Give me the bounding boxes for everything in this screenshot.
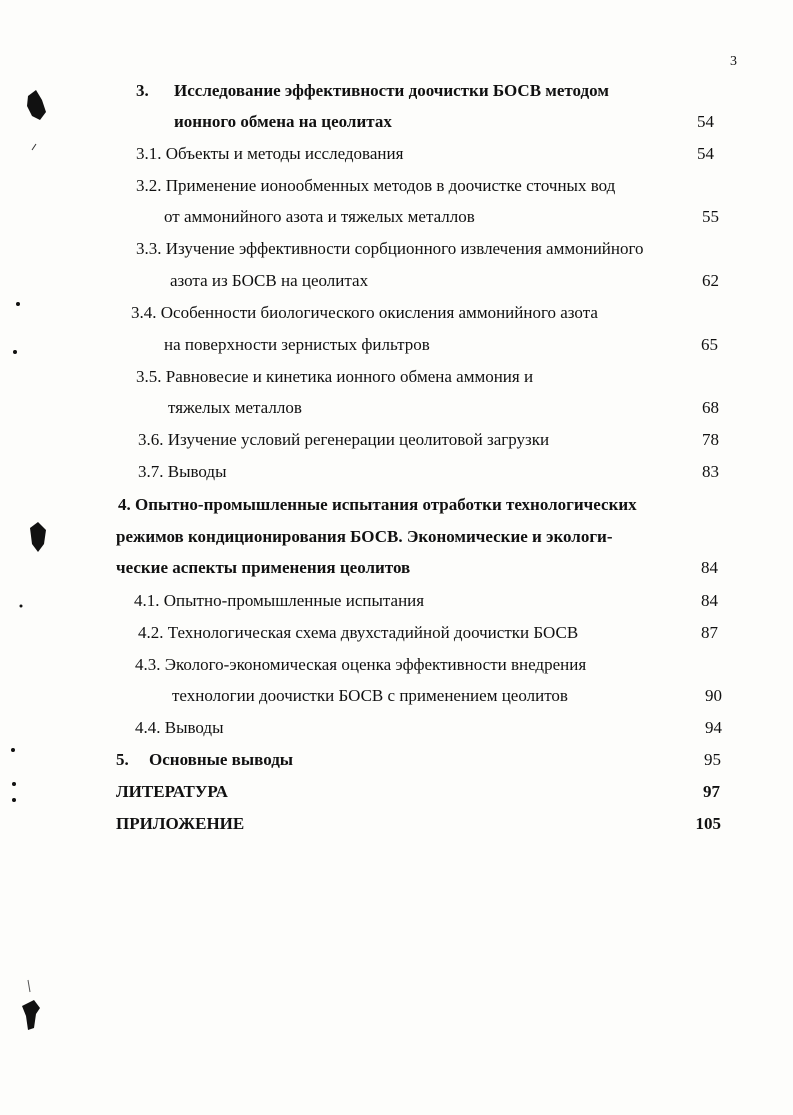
- toc-s37-page: 83: [702, 462, 719, 481]
- speck-dot-5: [12, 782, 16, 786]
- toc-s41: 4.1. Опытно-промышленные испытания: [134, 591, 425, 610]
- toc-s4-line3: ческие аспекты применения цеолитов: [116, 558, 411, 577]
- speck-dot-4: [11, 748, 15, 752]
- toc-s34-line2: на поверхности зернистых фильтров: [164, 335, 430, 354]
- toc-s37: 3.7. Выводы: [138, 462, 227, 481]
- speck-dot-3: [20, 605, 23, 608]
- toc-s3-page: 54: [697, 112, 714, 131]
- toc-s36: 3.6. Изучение условий регенерации цеолитовой загрузки: [138, 430, 550, 449]
- toc-s4-line2: режимов кондиционирования БОСВ. Экономические и экологи-: [116, 527, 613, 546]
- speck-mark-2: [28, 980, 30, 992]
- toc-s32-line1: 3.2. Применение ионообменных методов в доочистке сточных вод: [136, 176, 616, 195]
- toc-s32-line2: от аммонийного азота и тяжелых металлов: [164, 207, 475, 226]
- toc-s33-page: 62: [702, 271, 719, 290]
- toc-s43-line2: технологии доочистки БОСВ с применением цеолитов: [172, 686, 568, 705]
- toc-s42: 4.2. Технологическая схема двухстадийной доочистки БОСВ: [138, 623, 579, 642]
- toc-s4-line1: 4. Опытно-промышленные испытания отработки технологических: [118, 495, 637, 514]
- toc-s5-number: 5.: [116, 750, 129, 769]
- toc-s35-line1: 3.5. Равновесие и кинетика ионного обмена аммония и: [136, 367, 534, 386]
- speck-mid: [30, 522, 46, 552]
- toc-s31: 3.1. Объекты и методы исследования: [136, 144, 404, 163]
- toc-literature-page: 97: [703, 782, 720, 801]
- toc-appendix: ПРИЛОЖЕНИЕ: [116, 814, 245, 833]
- page-number: 3: [730, 54, 737, 69]
- toc-s5-page: 95: [704, 750, 721, 769]
- toc-s3-title-line2: ионного обмена на цеолитах: [174, 112, 392, 131]
- toc-s35-page: 68: [702, 398, 719, 417]
- speck-dot-2: [13, 350, 17, 354]
- toc-s43-line1: 4.3. Эколого-экономическая оценка эффективности внедрения: [135, 655, 587, 674]
- speck-top: [27, 90, 46, 120]
- toc-s3-number: 3.: [136, 81, 149, 100]
- toc-appendix-page: 105: [695, 814, 721, 833]
- speck-bottom: [22, 1000, 40, 1030]
- toc-s3-title-line1: Исследование эффективности доочистки БОСВ методом: [174, 81, 609, 100]
- toc-s33-line2: азота из БОСВ на цеолитах: [170, 271, 369, 290]
- toc-s33-line1: 3.3. Изучение эффективности сорбционного извлечения аммонийного: [136, 239, 644, 258]
- toc-s31-page: 54: [697, 144, 714, 163]
- toc-s34-page: 65: [701, 335, 718, 354]
- toc-s5: Основные выводы: [149, 750, 294, 769]
- toc-s41-page: 84: [701, 591, 718, 610]
- toc-s34-line1: 3.4. Особенности биологического окисления аммонийного азота: [131, 303, 598, 322]
- speck-dot-1: [16, 302, 20, 306]
- toc-s35-line2: тяжелых металлов: [168, 398, 302, 417]
- toc-s44: 4.4. Выводы: [135, 718, 224, 737]
- speck-mark-1: [32, 144, 36, 150]
- toc-s42-page: 87: [701, 623, 718, 642]
- toc-s4-page: 84: [701, 558, 718, 577]
- toc-literature: ЛИТЕРАТУРА: [116, 782, 228, 801]
- toc-s43-page: 90: [705, 686, 722, 705]
- toc-s32-page: 55: [702, 207, 719, 226]
- speck-dot-6: [12, 798, 16, 802]
- toc-s44-page: 94: [705, 718, 722, 737]
- toc-s36-page: 78: [702, 430, 719, 449]
